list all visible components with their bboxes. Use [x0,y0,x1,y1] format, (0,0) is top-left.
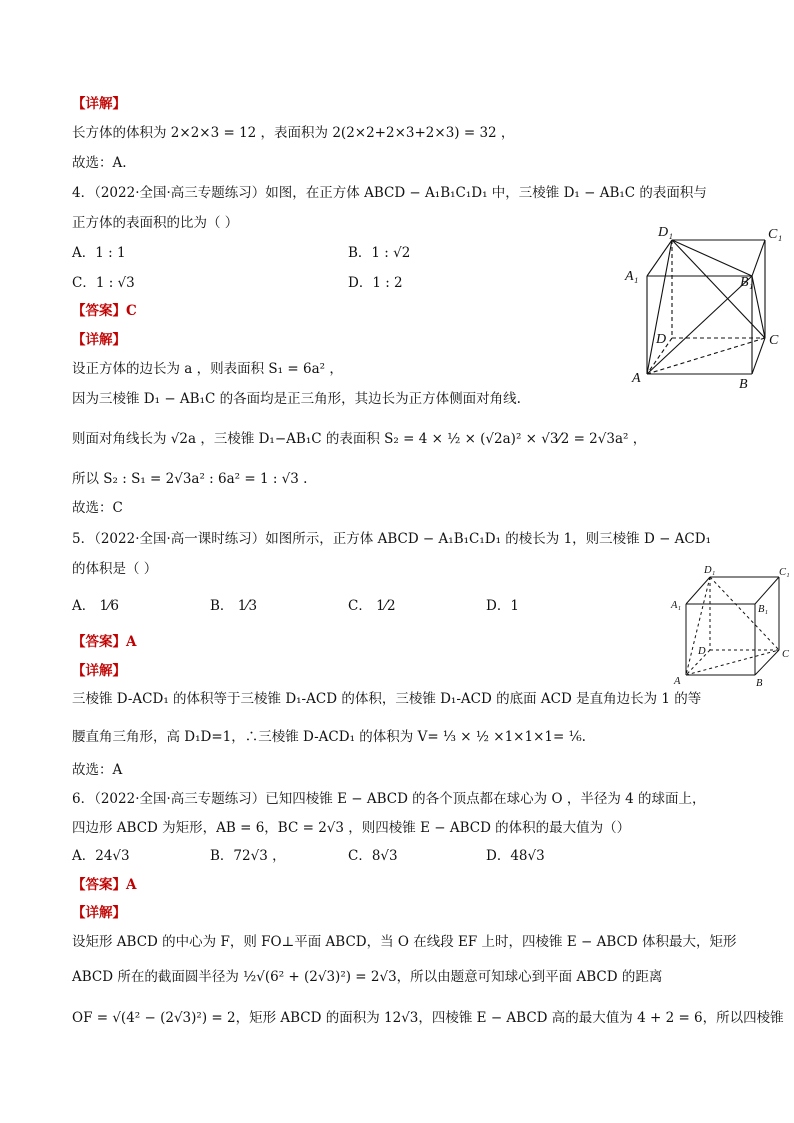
q5-vertex-b1-label: B₁ [758,604,769,615]
vertex-c1-label: C₁ [768,227,783,242]
text-line: ABCD 所在的截面圆半径为 ½√(6² + (2√3)²) = 2√3，所以由题意可知球心到平面 ABCD 的距离 [72,969,663,985]
text-line: 设矩形 ABCD 的中心为 F，则 FO⊥平面 ABCD，当 O 在线段 EF 上时，四棱锥 E − ABCD 体积最大，矩形 [72,934,737,950]
section-label: 【详解】 [72,905,126,921]
section-label: 【详解】 [72,332,126,348]
answer-option: C．1 : √3 [72,275,135,291]
text-line: 的体积是（ ） [72,561,158,577]
answer-option: B．1 : √2 [348,245,411,261]
vertex-d-label: D [656,332,667,347]
text-line: 6．（2022·全国·高三专题练习）已知四棱锥 E − ABCD 的各个顶点都在球心为 O ，半径为 4 的球面上， [72,791,706,807]
section-label: 【答案】A [72,877,137,893]
text-line: 故选：A [72,762,123,778]
text-line: 四边形 ABCD 为矩形，AB = 6，BC = 2√3 ，则四棱锥 E − ABCD 的体积的最大值为（） [72,820,631,836]
vertex-b-label: B [739,377,748,392]
text-line: 则面对角线长为 √2a ，三棱锥 D₁−AB₁C 的表面积 S₂ = 4 × ½ × (√2a)² × √3⁄2 = 2√3a² ， [72,431,647,447]
text-line: 所以 S₂ : S₁ = 2√3a² : 6a² = 1 : √3 . [72,471,308,487]
vertex-b1-label: B₁ [740,275,754,290]
q5-vertex-b-label: B [756,678,763,689]
q5-vertex-d1-label: D₁ [704,565,716,576]
text-line: 正方体的表面积的比为（ ） [72,215,239,231]
vertex-a1-label: A₁ [625,269,639,284]
answer-option: D．1 [486,598,519,614]
text-line: OF = √(4² − (2√3)²) = 2，矩形 ABCD 的面积为 12√3，四棱锥 E − ABCD 高的最大值为 4 + 2 = 6，所以四棱锥 [72,1010,784,1026]
answer-option: A． 1⁄6 [72,598,119,614]
text-line: 三棱锥 D-ACD₁ 的体积等于三棱锥 D₁-ACD 的体积，三棱锥 D₁-ACD 的底面 ACD 是直角边长为 1 的等 [72,691,702,707]
answer-option: C．8√3 [348,848,398,864]
q5-vertex-a1-label: A₁ [671,600,682,611]
vertex-d1-label: D₁ [658,225,673,240]
text-line: 设正方体的边长为 a ，则表面积 S₁ = 6a² ， [72,361,343,377]
answer-option: B．72√3 ， [210,848,286,864]
cube-figure-q4 [620,220,790,395]
text-line: 腰直角三角形，高 D₁D=1，∴三棱锥 D-ACD₁ 的体积为 V= ⅓ × ½ ×1×1×1= ⅙. [72,729,586,745]
q5-vertex-a-label: A [674,676,681,687]
text-line: 故选：C [72,500,123,516]
text-line: 因为三棱锥 D₁ − AB₁C 的各面均是正三角形，其边长为正方体侧面对角线. [72,391,521,407]
text-line: 长方体的体积为 2×2×3 = 12 ，表面积为 2(2×2+2×3+2×3) = 32 ， [72,125,515,141]
text-line: 4．（2022·全国·高三专题练习）如图，在正方体 ABCD − A₁B₁C₁D₁ 中，三棱锥 D₁ − AB₁C 的表面积与 [72,185,707,201]
answer-option: B． 1⁄3 [210,598,258,614]
section-label: 【详解】 [72,663,126,679]
answer-option: D．1 : 2 [348,275,403,291]
section-label: 【详解】 [72,96,126,112]
text-line: 5．（2022·全国·高一课时练习）如图所示，正方体 ABCD − A₁B₁C₁D₁ 的棱长为 1，则三棱锥 D − ACD₁ [72,531,712,547]
cube-figure-q5 [668,562,794,692]
answer-option: D．48√3 [486,848,545,864]
section-label: 【答案】C [72,303,137,319]
vertex-a-label: A [632,371,641,386]
q5-vertex-c1-label: C₁ [779,567,790,578]
q5-vertex-d-label: D [698,646,706,657]
answer-option: A．24√3 [72,848,130,864]
answer-option: C． 1⁄2 [348,598,396,614]
text-line: 故选：A. [72,155,127,171]
answer-option: A．1 : 1 [72,245,126,261]
q5-vertex-c-label: C [782,649,790,660]
section-label: 【答案】A [72,634,137,650]
vertex-c-label: C [769,333,779,348]
